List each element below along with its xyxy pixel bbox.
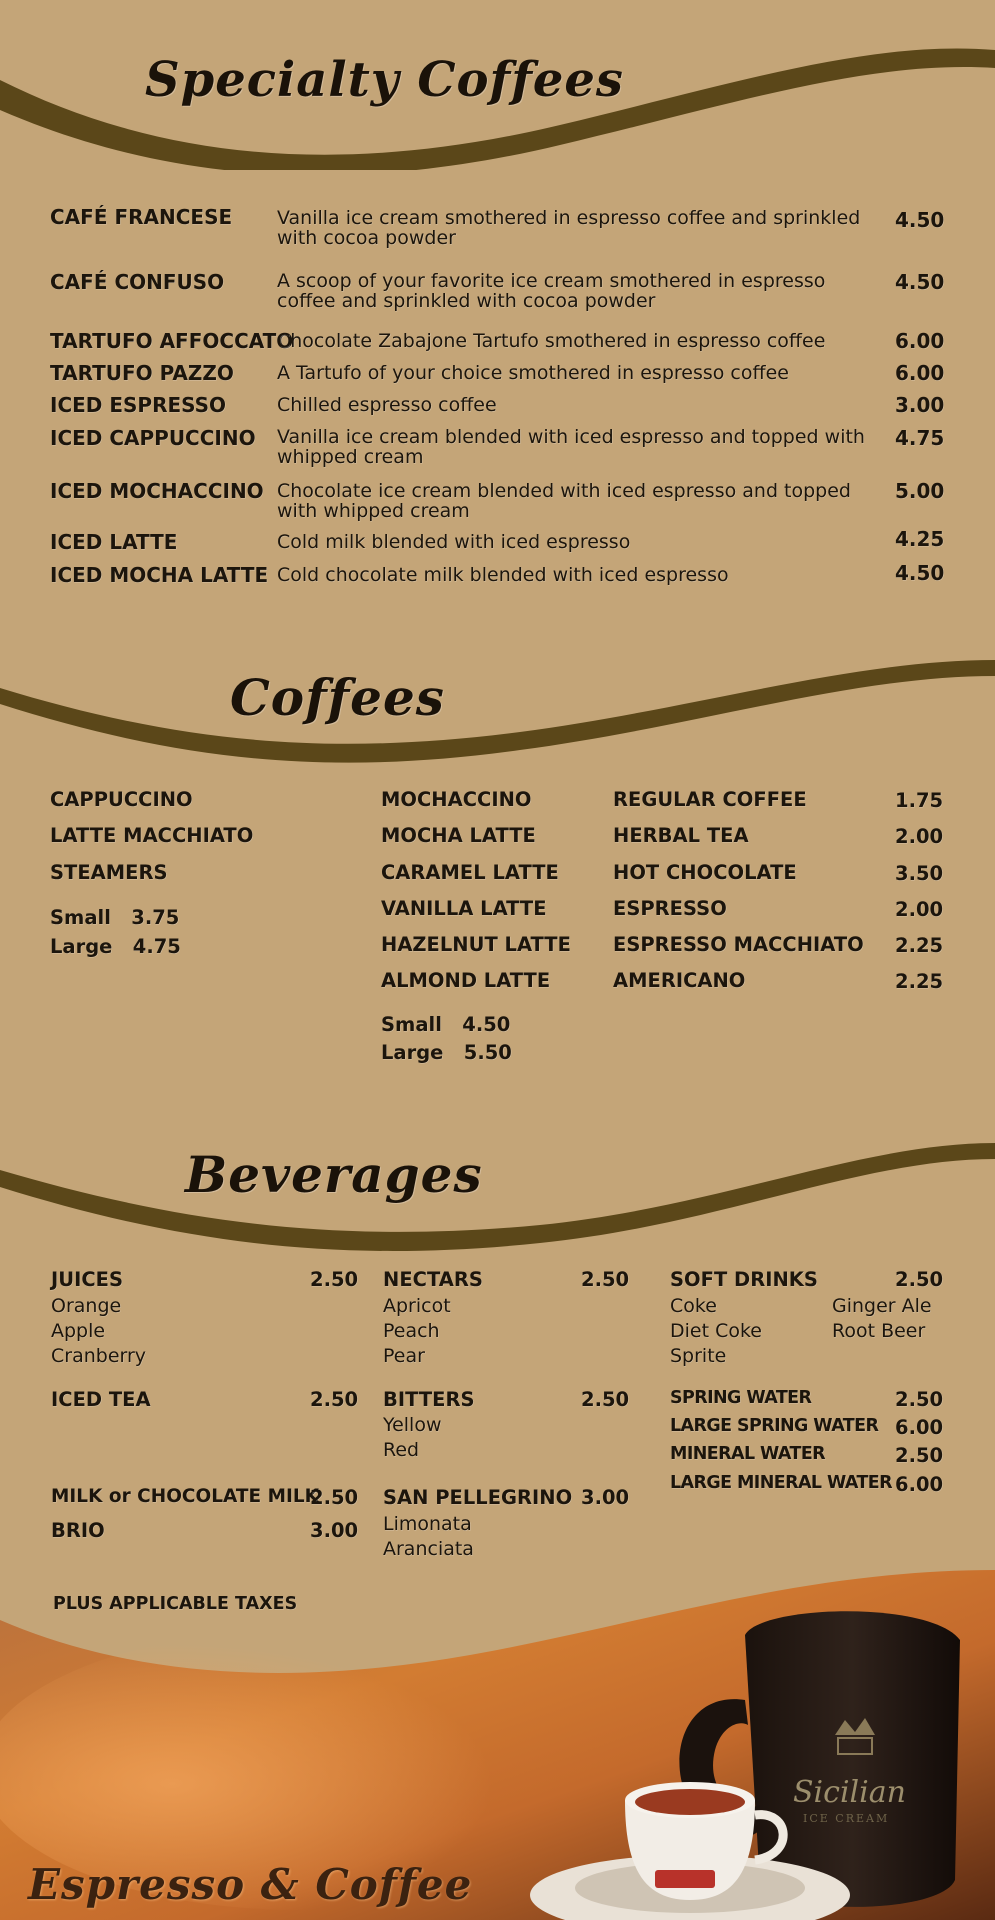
bev-flavor: Root Beer (832, 1320, 926, 1342)
bev-price: 2.50 (310, 1486, 359, 1509)
coffee-item: MOCHACCINO (381, 788, 532, 811)
item-name: CAFÉ FRANCESE (50, 205, 233, 229)
bev-price: 6.00 (895, 1416, 944, 1439)
beverages-title: Beverages (185, 1145, 483, 1204)
bev-flavor: Aranciata (383, 1538, 474, 1560)
item-price: 4.50 (895, 208, 945, 232)
item-price: 4.50 (895, 270, 945, 294)
bev-name: NECTARS (383, 1268, 483, 1291)
item-name: TARTUFO PAZZO (50, 361, 234, 385)
size-price: Small 3.75 (50, 906, 180, 929)
bev-price: 2.50 (310, 1268, 359, 1291)
item-name: ICED CAPPUCCINO (50, 426, 256, 450)
bev-flavor: Limonata (383, 1513, 472, 1535)
coffee-item: MOCHA LATTE (381, 824, 536, 847)
item-desc: Chocolate ice cream blended with iced espresso and topped with whipped cream (277, 480, 851, 522)
taxes-note: PLUS APPLICABLE TAXES (53, 1594, 298, 1614)
bev-flavor: Sprite (670, 1345, 727, 1367)
coffee-price: 1.75 (895, 789, 944, 812)
bev-name: MILK or CHOCOLATE MILK (51, 1486, 320, 1507)
bev-price: 2.50 (581, 1388, 630, 1411)
item-price: 6.00 (895, 361, 945, 385)
item-price: 3.00 (895, 393, 945, 417)
item-name: ICED ESPRESSO (50, 393, 227, 417)
bev-name: MINERAL WATER (670, 1444, 826, 1464)
bev-name: SAN PELLEGRINO (383, 1486, 573, 1509)
item-name: CAFÉ CONFUSO (50, 270, 225, 294)
bev-name: LARGE MINERAL WATER (670, 1473, 893, 1493)
specialty-title: Specialty Coffees (145, 52, 624, 108)
item-name: ICED MOCHACCINO (50, 479, 264, 503)
bev-flavor: Yellow (383, 1414, 442, 1436)
bev-flavor: Coke (670, 1295, 717, 1317)
coffees-swoosh (0, 640, 995, 770)
bev-price: 6.00 (895, 1473, 944, 1496)
bev-name: SPRING WATER (670, 1388, 812, 1408)
bev-flavor: Ginger Ale (832, 1295, 932, 1317)
beverages-swoosh (0, 1125, 995, 1255)
coffee-item: ALMOND LATTE (381, 969, 551, 992)
item-desc: A scoop of your favorite ice cream smothered in espresso coffee and sprinkled with cocoa powder (277, 270, 826, 312)
item-desc: A Tartufo of your choice smothered in espresso coffee (277, 362, 789, 384)
bev-flavor: Cranberry (51, 1345, 147, 1367)
bev-flavor: Peach (383, 1320, 440, 1342)
bev-name: BITTERS (383, 1388, 475, 1411)
bev-flavor: Apple (51, 1320, 106, 1342)
bev-name: BRIO (51, 1519, 105, 1542)
bev-name: JUICES (51, 1268, 124, 1291)
footer-script: Espresso & Coffee (28, 1860, 473, 1909)
size-price: Small 4.50 (381, 1013, 511, 1036)
item-price: 4.75 (895, 426, 945, 450)
bev-name: ICED TEA (51, 1388, 151, 1411)
bev-price: 2.50 (895, 1388, 944, 1411)
coffee-item: ESPRESSO (613, 897, 727, 920)
coffee-item: CARAMEL LATTE (381, 861, 559, 884)
bev-flavor: Pear (383, 1345, 425, 1367)
coffee-price: 2.25 (895, 970, 944, 993)
item-price: 4.25 (895, 527, 945, 551)
coffee-price: 2.25 (895, 934, 944, 957)
size-price: Large 4.75 (50, 935, 181, 958)
item-desc: Chilled espresso coffee (277, 394, 497, 416)
bev-flavor: Orange (51, 1295, 122, 1317)
item-desc: Vanilla ice cream smothered in espresso coffee and sprinkled with cocoa powder (277, 207, 861, 249)
coffee-item: HOT CHOCOLATE (613, 861, 797, 884)
bev-flavor: Diet Coke (670, 1320, 762, 1342)
coffee-item: HAZELNUT LATTE (381, 933, 571, 956)
coffee-item: ESPRESSO MACCHIATO (613, 933, 864, 956)
coffee-item: AMERICANO (613, 969, 746, 992)
bev-name: LARGE SPRING WATER (670, 1416, 879, 1436)
bev-price: 3.00 (581, 1486, 630, 1509)
item-name: ICED MOCHA LATTE (50, 563, 269, 587)
item-name: ICED LATTE (50, 530, 178, 554)
coffee-item: REGULAR COFFEE (613, 788, 807, 811)
item-name: TARTUFO AFFOCCATO (50, 329, 294, 353)
coffee-price: 3.50 (895, 862, 944, 885)
item-desc: Chocolate Zabajone Tartufo smothered in espresso coffee (277, 330, 826, 352)
coffee-item: CAPPUCCINO (50, 788, 193, 811)
coffee-price: 2.00 (895, 825, 944, 848)
coffee-item: VANILLA LATTE (381, 897, 547, 920)
bev-price: 3.00 (310, 1519, 359, 1542)
item-price: 4.50 (895, 561, 945, 585)
bev-flavor: Red (383, 1439, 420, 1461)
coffees-title: Coffees (230, 668, 445, 727)
item-price: 6.00 (895, 329, 945, 353)
item-price: 5.00 (895, 479, 945, 503)
bev-price: 2.50 (581, 1268, 630, 1291)
mug-brand: Sicilian (793, 1775, 906, 1810)
bev-price: 2.50 (310, 1388, 359, 1411)
item-desc: Cold chocolate milk blended with iced espresso (277, 564, 729, 586)
bev-price: 2.50 (895, 1444, 944, 1467)
bev-flavor: Apricot (383, 1295, 451, 1317)
coffee-price: 2.00 (895, 898, 944, 921)
bev-name: SOFT DRINKS (670, 1268, 818, 1291)
coffee-item: HERBAL TEA (613, 824, 749, 847)
coffee-item: LATTE MACCHIATO (50, 824, 254, 847)
coffee-item: STEAMERS (50, 861, 168, 884)
item-desc: Cold milk blended with iced espresso (277, 531, 631, 553)
item-desc: Vanilla ice cream blended with iced espresso and topped with whipped cream (277, 426, 865, 468)
size-price: Large 5.50 (381, 1041, 512, 1064)
bev-price: 2.50 (895, 1268, 944, 1291)
mug-sub: ICE CREAM (803, 1812, 890, 1825)
